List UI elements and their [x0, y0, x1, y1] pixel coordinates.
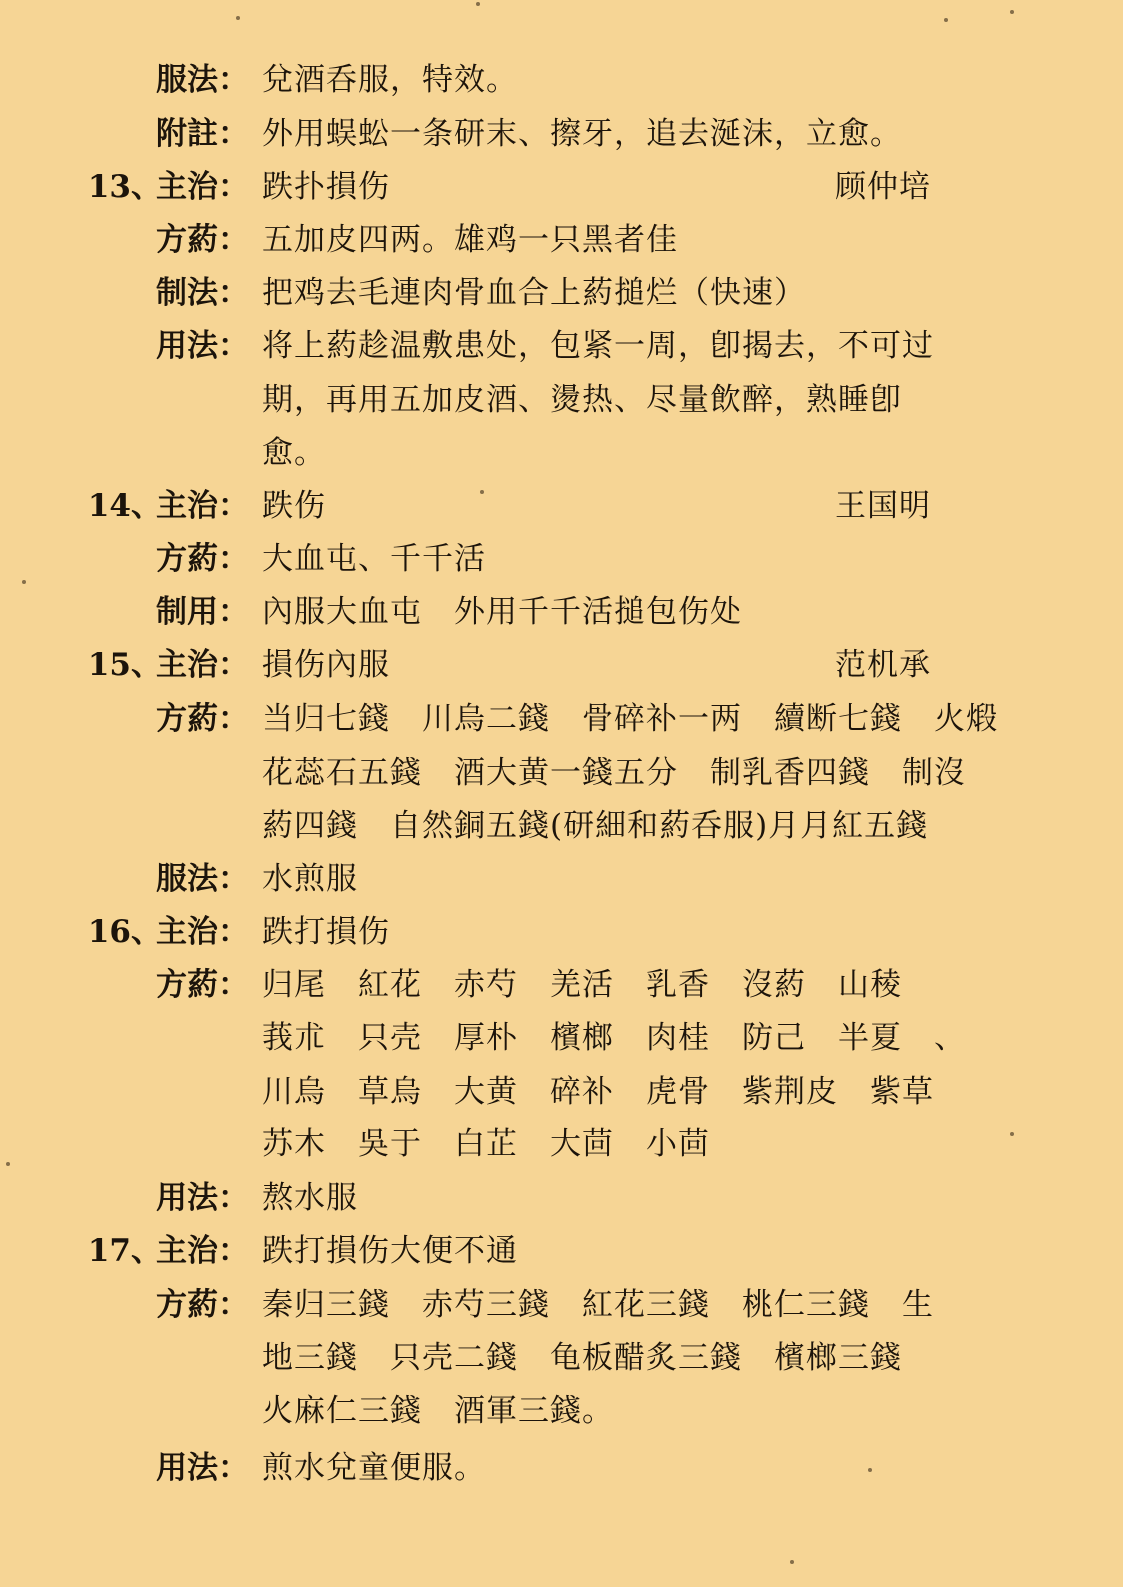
- text-line: [0, 218, 1123, 262]
- field-text: 当归七錢 川烏二錢 骨碎补一两 續断七錢 火煅: [262, 701, 998, 737]
- field-label: 制法：: [156, 275, 249, 311]
- field-text: 将上葯趁温敷患处，包紧一周，卽揭去，不可过: [262, 328, 934, 364]
- field-text: 归尾 紅花 赤芍 羌活 乳香 沒葯 山稜: [262, 967, 902, 1003]
- field-label: 方葯：: [156, 967, 249, 1003]
- field-label: 用法：: [156, 328, 249, 364]
- text-line: [0, 963, 1123, 1007]
- continuation-text: 愈。: [262, 435, 326, 471]
- field-label: 方葯：: [156, 1287, 249, 1323]
- entry-number: 14、: [87, 488, 162, 524]
- field-label: 方葯：: [156, 701, 249, 737]
- continuation-text: 地三錢 只壳二錢 龟板醋炙三錢 檳榔三錢: [262, 1340, 902, 1376]
- continuation-text: 火麻仁三錢 酒軍三錢。: [262, 1393, 614, 1429]
- text-line: [0, 1070, 1123, 1114]
- field-label: 制用：: [156, 594, 249, 630]
- text-line: [0, 1336, 1123, 1380]
- print-speck: [476, 2, 480, 6]
- continuation-text: 莪朮 只壳 厚朴 檳榔 肉桂 防己 半夏 、: [262, 1020, 966, 1056]
- continuation-text: 期，再用五加皮酒、燙热、尽量飲醉，熟睡卽: [262, 382, 902, 418]
- field-text: 煎水兌童便服。: [262, 1450, 486, 1486]
- field-label: 用法：: [156, 1450, 249, 1486]
- print-speck: [236, 16, 240, 20]
- contributor-name: 范机承: [835, 647, 931, 683]
- field-text: 內服大血屯 外用千千活搥包伤处: [262, 594, 742, 630]
- text-line: [0, 910, 1123, 954]
- field-text: 兌酒呑服，特效。: [262, 62, 518, 98]
- text-line: [0, 1446, 1123, 1490]
- print-speck: [480, 490, 484, 494]
- continuation-text: 川烏 草烏 大黄 碎补 虎骨 紫荆皮 紫草: [262, 1074, 934, 1110]
- text-line: [0, 431, 1123, 475]
- print-speck: [1010, 10, 1014, 14]
- print-speck: [790, 1560, 794, 1564]
- field-text: 水煎服: [262, 861, 358, 897]
- text-line: [0, 643, 1123, 687]
- text-line: [0, 857, 1123, 901]
- contributor-name: 王国明: [835, 488, 931, 524]
- field-label: 附註：: [156, 116, 249, 152]
- field-text: 跌打損伤: [262, 914, 390, 950]
- print-speck: [6, 1162, 10, 1166]
- field-label: 主治：: [156, 647, 249, 683]
- continuation-text: 葯四錢 自然銅五錢(研細和葯呑服)月月紅五錢: [262, 808, 929, 844]
- field-label: 主治：: [156, 169, 249, 205]
- field-label: 服法：: [156, 62, 249, 98]
- field-label: 服法：: [156, 861, 249, 897]
- text-line: [0, 1389, 1123, 1433]
- entry-number: 15、: [87, 647, 162, 683]
- print-speck: [1010, 1132, 1014, 1136]
- text-line: [0, 165, 1123, 209]
- field-label: 主治：: [156, 1233, 249, 1269]
- continuation-text: 苏木 吳于 白芷 大茴 小茴: [262, 1126, 710, 1162]
- field-text: 熬水服: [262, 1180, 358, 1216]
- entry-number: 17、: [87, 1233, 162, 1269]
- field-text: 大血屯、千千活: [262, 541, 486, 577]
- print-speck: [944, 18, 948, 22]
- field-text: 秦归三錢 赤芍三錢 紅花三錢 桃仁三錢 生: [262, 1287, 934, 1323]
- text-line: [0, 1176, 1123, 1220]
- field-label: 用法：: [156, 1180, 249, 1216]
- entry-number: 16、: [87, 914, 162, 950]
- print-speck: [22, 580, 26, 584]
- entry-number: 13、: [87, 169, 162, 205]
- print-speck: [868, 1468, 872, 1472]
- field-text: 跌扑損伤: [262, 169, 390, 205]
- field-text: 五加皮四两。雄鸡一只黑者佳: [262, 222, 678, 258]
- text-line: [0, 751, 1123, 795]
- field-text: 跌伤: [262, 488, 326, 524]
- text-line: [0, 1016, 1123, 1060]
- field-label: 主治：: [156, 914, 249, 950]
- text-line: [0, 271, 1123, 315]
- text-line: [0, 590, 1123, 634]
- field-label: 方葯：: [156, 222, 249, 258]
- text-line: [0, 537, 1123, 581]
- field-text: 外用蜈蚣一条研末、擦牙，追去涎沫，立愈。: [262, 116, 902, 152]
- field-label: 主治：: [156, 488, 249, 524]
- continuation-text: 花蕊石五錢 酒大黄一錢五分 制乳香四錢 制沒: [262, 755, 966, 791]
- text-line: [0, 58, 1123, 102]
- text-line: [0, 378, 1123, 422]
- field-label: 方葯：: [156, 541, 249, 577]
- text-line: [0, 484, 1123, 528]
- text-line: [0, 1283, 1123, 1327]
- field-text: 跌打損伤大便不通: [262, 1233, 518, 1269]
- text-line: [0, 1122, 1123, 1166]
- text-line: [0, 697, 1123, 741]
- field-text: 把鸡去毛連肉骨血合上葯搥烂（快速）: [262, 275, 806, 311]
- contributor-name: 顾仲培: [835, 169, 931, 205]
- text-line: [0, 1229, 1123, 1273]
- field-text: 損伤內服: [262, 647, 390, 683]
- text-line: [0, 324, 1123, 368]
- text-line: [0, 112, 1123, 156]
- text-line: [0, 804, 1123, 848]
